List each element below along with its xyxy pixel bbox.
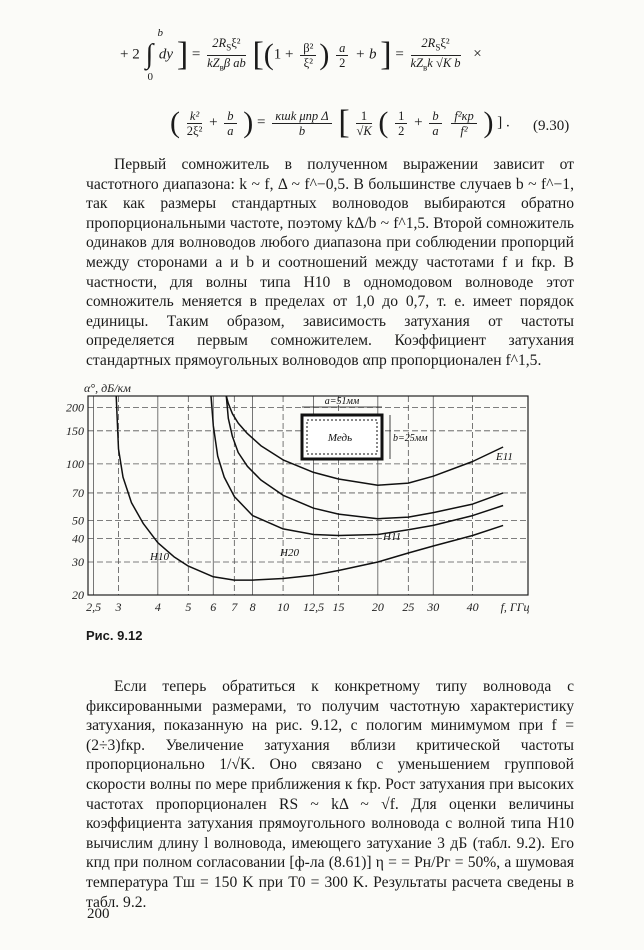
material-label: Медь (327, 432, 353, 444)
x-tick-label: 25 (402, 600, 415, 614)
frac-2: $\frac{2R_S\xi^2}{kZ_вk √K b}$ (410, 36, 461, 72)
y-tick-label: 150 (66, 423, 84, 438)
upper-limit: b (157, 27, 163, 39)
plus-sign: + (209, 114, 218, 131)
x-tick-label: 30 (427, 600, 440, 614)
frac-beta: $\frac{\text{β²}}{\text{ξ²}}$ (300, 41, 316, 70)
frac-b-a-2: $\frac{b}{a}$ (429, 109, 441, 138)
y-tick-label: 200 (66, 400, 84, 415)
frac-1-sqrtK: $\frac{1}{√K}$ (356, 108, 372, 138)
page-number: 200 (87, 906, 110, 922)
equation-number: (9.30) (533, 118, 570, 134)
frac-a-2: $\frac{a}{2}$ (336, 41, 348, 70)
paragraph-2 (86, 677, 574, 912)
chart-labels (66, 381, 530, 614)
inner-one: 1 + (273, 46, 294, 63)
frac-1: $\frac{2R_S\xi^2}{kZ_в\beta ab}$ (207, 36, 246, 72)
x-tick-label: 4 (154, 600, 161, 614)
series-label: E11 (496, 451, 513, 463)
series-label: H10 (150, 551, 169, 563)
x-tick-label: 8 (249, 600, 256, 614)
x-tick-label: 20 (371, 600, 384, 614)
x-tick-label: 12,5 (303, 600, 325, 614)
y-axis-label: α°, дБ/км (84, 381, 131, 395)
frac-kappa: $\frac{\text{κшk μпр Δ}}{b}$ (272, 109, 331, 138)
inner-plus-b: + b (355, 46, 377, 63)
y-tick-label: 50 (72, 513, 84, 528)
series-label: H11 (383, 531, 402, 543)
figure-caption: Рис. 9.12 (86, 628, 143, 643)
x-tick-label: 5 (185, 600, 192, 614)
x-tick-label: 2,5 (86, 600, 102, 614)
x-tick-label: 40 (466, 600, 479, 614)
y-tick-label: 70 (72, 485, 84, 500)
integral-prefix: + 2 (120, 46, 140, 63)
width-label: a=51мм (324, 396, 360, 407)
x-tick-label: f, ГГц (500, 600, 530, 614)
integrand: dy (158, 46, 174, 63)
y-tick-label: 100 (66, 456, 84, 471)
x-tick-label: 6 (210, 600, 217, 614)
equation-line-2: ( $\frac{\text{k²}}{\text{2ξ²}}$ + $\frac{b}{a}$ ) = $\frac{\text{κшk μпр Δ}}{b}$ [ $\frac{1}{√K}$ ( $\frac{1}{2}$ + $\frac{b}{a}$ $\frac{\text{f²кр}}{\text{f²}}$ ) ] . (170, 104, 510, 141)
x-tick-label: 3 (115, 600, 122, 614)
paragraph-1-text: Первый сомножитель в полученном выражении зависит от частотного диапазона: k ~ f, Δ ~ f^−0,5. В большинстве случаев b ~ f^−1, так как размеры стандартных волноводов выбираются обратно пропорциональными частоте, поэтому kΔ/b ~ f^1,5. Второй сомножитель одинаков для волноводов любого диапазона при соблюдении пропорций между сторонами a и b и соотношений между частотами f и fкр. В частности, для волны типа H10 в одномодовом волноводе этот сомножитель меняется в пределах от 1,0 до 0,7, т. е. имеет порядок единицы. Таким образом, зависимость затухания от частоты определяется первым сомножителем. Коэффициент затухания стандартных прямоугольных волноводов αпр пропорционален f^1,5. (86, 156, 574, 369)
x-tick-label: 7 (231, 600, 238, 614)
frac-fkr: $\frac{\text{f²кр}}{\text{f²}}$ (451, 109, 476, 138)
equation-line-1: + 2 ∫ b 0 dy ] = $\frac{2R_S\xi^2}{kZ_в\beta ab}$ [(1 + $\frac{\text{β²}}{\text{ξ²}}$ ) $\frac{a}{2}$ + b ] = $\frac{2R_S\xi^2}{kZ_вk √K b}$ × (120, 27, 482, 83)
frac-b-a: $\frac{b}{a}$ (224, 109, 236, 138)
series-label: H20 (280, 547, 299, 559)
paragraph-2-text: Если теперь обратиться к конкретному типу волновода с фиксированными размерами, то получим частотную характеристику затухания, показанную на рис. 9.12, с пологим минимумом при f = (2÷3)fкр. Увеличение затухания вблизи критической частоты пропорционально 1/√K. Оно связано с уменьшением групповой скорости волны по мере приближения к fкр. Рост затухания при высоких частотах пропорционален RS ~ kΔ ~ √f. Для оценки величины коэффициента затухания прямоугольного волновода с волной типа H10 вычислим длину l волновода, имеющего затухание 3 дБ (табл. 9.2). Его кпд при полном согласовании [ф-ла (8.61)] η = = Pн/Pг = 50%, а шумовая температура Tш = 150 K при T0 = 300 K. Результаты расчета сведены в табл. 9.2. (86, 678, 574, 911)
lower-limit: 0 (147, 71, 153, 83)
plus-sign-2: + (414, 114, 423, 131)
x-tick-label: 15 (332, 600, 345, 614)
times-sign: × (473, 46, 482, 63)
x-tick-label: 10 (277, 600, 290, 614)
frac-half: $\frac{1}{2}$ (395, 109, 407, 138)
y-tick-label: 30 (72, 554, 84, 569)
y-tick-label: 40 (72, 531, 84, 546)
height-label: b=25мм (393, 433, 428, 444)
y-tick-label: 20 (72, 588, 84, 602)
integral-sign: ∫ b 0 (145, 27, 163, 83)
frac-k2: $\frac{\text{k²}}{\text{2ξ²}}$ (186, 108, 203, 138)
bracket-end: ] . (497, 114, 510, 131)
waveguide-inset (302, 396, 428, 459)
equals-sign: = (257, 114, 266, 131)
